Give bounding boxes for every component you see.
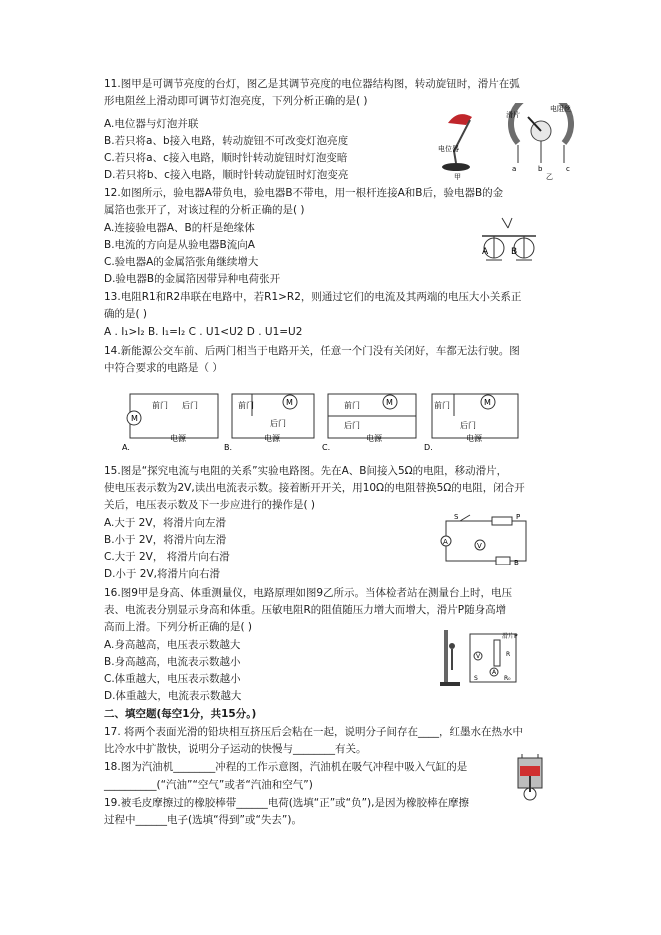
q11-label-wire: 电阻丝 <box>550 105 571 113</box>
q18-line1: 18.图为汽油机________冲程的工作示意图，汽油机在吸气冲程中吸入气缸的是 <box>104 761 468 773</box>
circuit-b-front: 前门 <box>238 401 254 410</box>
q16-label-slider: 滑片P <box>502 633 518 640</box>
circuit-b-letter: B. <box>224 443 233 452</box>
q15-option-a: A.大于 2V，将滑片向左滑 <box>104 517 227 529</box>
q12-option-a: A.连接验电器A、B的杆是绝缘体 <box>104 222 255 234</box>
q11-stem-line2: 形电阻丝上滑动即可调节灯泡亮度，下列分析正确的是( ) <box>104 95 368 107</box>
q15-stem-line3: 关后，电压表示数及下一步应进行的操作是( ) <box>104 499 316 511</box>
q14-stem-line2: 中符合要求的电路是（ ） <box>104 362 223 374</box>
q16-label-switch: S <box>474 675 478 682</box>
q11-option-c: C.若只将a、c接入电路，顺时针转动旋钮时灯泡变暗 <box>104 152 348 164</box>
q15-label-p: P <box>516 513 521 521</box>
circuit-d-power: 电源 <box>466 434 482 443</box>
q12-option-b: B.电流的方向是从验电器B流向A <box>104 239 255 251</box>
circuit-c-back: 后门 <box>344 421 360 430</box>
circuit-a-power: 电源 <box>170 434 186 443</box>
q15-stem-line1: 15.图是“探究电流与电阻的关系”实验电路图。先在A、B间接入5Ω的电阻，移动滑片， <box>104 465 508 477</box>
q15-label-switch: S <box>454 513 459 521</box>
circuit-c-power: 电源 <box>366 434 382 443</box>
q16-label-r: R <box>506 651 511 658</box>
q14-circuits <box>122 388 522 454</box>
circuit-b-back: 后门 <box>270 419 286 428</box>
q11-label-c: c <box>566 165 570 173</box>
q13-options: A . I₁>I₂ B. I₁=I₂ C . U1<U2 D . U1=U2 <box>104 326 303 338</box>
q11-option-b: B.若只将a、b接入电路，转动旋钮不可改变灯泡亮度 <box>104 135 349 147</box>
q15-stem-line2: 使电压表示数为2V,读出电流表示数。接着断开开关，用10Ω的电阻替换5Ω的电阻，闭合开 <box>104 482 525 494</box>
q15-option-b: B.小于 2V，将滑片向左滑 <box>104 534 227 546</box>
circuit-c-front: 前门 <box>344 401 360 410</box>
q11-option-d: D.若只将b、c接入电路，顺时针转动旋钮时灯泡变亮 <box>104 169 349 181</box>
q11-label-a: a <box>512 165 517 173</box>
desk-lamp <box>442 114 472 171</box>
circuit-c <box>328 394 416 438</box>
q12-electroscope-figure <box>478 214 542 272</box>
q12-stem-line1: 12.如图所示，验电器A带负电，验电器B不带电，用一根杆连接A和B后，验电器B的金 <box>104 187 504 199</box>
circuit-a <box>127 394 218 438</box>
q11-label-b: b <box>538 165 543 173</box>
q12-label-b: B <box>511 247 518 257</box>
q16-label-voltmeter: V <box>476 653 481 660</box>
q13-stem-line2: 确的是( ) <box>104 308 148 320</box>
q15-label-voltmeter: V <box>477 542 482 550</box>
circuit-a-front: 前门 <box>152 401 168 410</box>
q18-engine-figure <box>512 752 548 802</box>
q15-label-b: B <box>514 559 519 565</box>
q14-stem-line1: 14.新能源公交车前、后两门相当于电路开关，任意一个门没有关闭好，车都无法行驶。图 <box>104 345 520 357</box>
q16-stem-line1: 16.图9甲是身高、体重测量仪，电路原理如图9乙所示。当体检者站在测量台上时，电压 <box>104 587 513 599</box>
q16-label-r0: R₀ <box>504 675 511 682</box>
q17-line2: 比冷水中扩散快，说明分子运动的快慢与________有关。 <box>104 743 367 755</box>
q11-label-yi: 乙 <box>546 173 553 181</box>
circuit-d-letter: D. <box>424 443 433 452</box>
q15-circuit-figure <box>440 513 532 565</box>
circuit-d-back: 后门 <box>460 421 476 430</box>
circuit-a-motor: M <box>131 414 138 423</box>
q11-label-potentiometer: 电位器 <box>438 145 459 153</box>
q18-line2: __________(“汽油”“空气”或者“汽油和空气”) <box>104 779 313 791</box>
circuit-d-motor: M <box>484 398 491 407</box>
q13-stem-line1: 13.电阻R1和R2串联在电路中，若R1>R2，则通过它们的电流及其两端的电压大小关系正 <box>104 291 522 303</box>
q15-option-c: C.大于 2V， 将滑片向右滑 <box>104 551 230 563</box>
q12-option-d: D.验电器B的金属箔因带异种电荷张开 <box>104 273 281 285</box>
q19-line1: 19.被毛皮摩擦过的橡胶棒带______电荷(选填“正”或“负”),是因为橡胶棒在摩擦 <box>104 797 469 809</box>
q16-stem-line2: 表、电流表分别显示身高和体重。压敏电阻R的阻值随压力增大而增大，滑片P随身高增 <box>104 604 507 616</box>
q11-option-a: A.电位器与灯泡并联 <box>104 118 199 130</box>
circuit-a-letter: A. <box>122 443 130 452</box>
q16-stem-line3: 高而上滑。下列分析正确的是( ) <box>104 621 253 633</box>
q19-line2: 过程中______电子(选填“得到”或“失去”)。 <box>104 814 302 826</box>
circuit-b-power: 电源 <box>264 434 280 443</box>
circuit-c-letter: C. <box>322 443 331 452</box>
q16-figure <box>436 626 522 690</box>
q15-label-ammeter: A <box>443 538 448 546</box>
q12-option-c: C.验电器A的金属箔张角继续增大 <box>104 256 259 268</box>
q16-option-b: B.身高越高，电流表示数越小 <box>104 656 241 668</box>
q16-label-ammeter: A <box>492 669 497 676</box>
q11-stem-line1: 11.图甲是可调节亮度的台灯，图乙是其调节亮度的电位器结构图，转动旋钮时，滑片在弧 <box>104 78 520 90</box>
q11-label-jia: 甲 <box>454 173 461 181</box>
circuit-a-back: 后门 <box>182 401 198 410</box>
q12-stem-line2: 属箔也张开了，对该过程的分析正确的是( ) <box>104 204 305 216</box>
section-2-heading: 二、填空题(每空1分，共15分。) <box>104 708 257 720</box>
circuit-b-motor: M <box>286 398 293 407</box>
q15-option-d: D.小于 2V,将滑片向右滑 <box>104 568 220 580</box>
circuit-c-motor: M <box>386 398 393 407</box>
q16-option-d: D.体重越大，电流表示数越大 <box>104 690 242 702</box>
q12-label-a: A <box>482 247 489 257</box>
circuit-d-front: 前门 <box>434 401 450 410</box>
q17-line1: 17. 将两个表面光滑的铅块相互挤压后会粘在一起，说明分子间存在____，红墨水在热水中 <box>104 726 524 738</box>
q16-option-a: A.身高越高，电压表示数越大 <box>104 639 241 651</box>
q11-label-slider: 滑片 <box>506 111 520 119</box>
q16-option-c: C.体重越大，电压表示数越小 <box>104 673 241 685</box>
q11-figure <box>426 103 576 181</box>
